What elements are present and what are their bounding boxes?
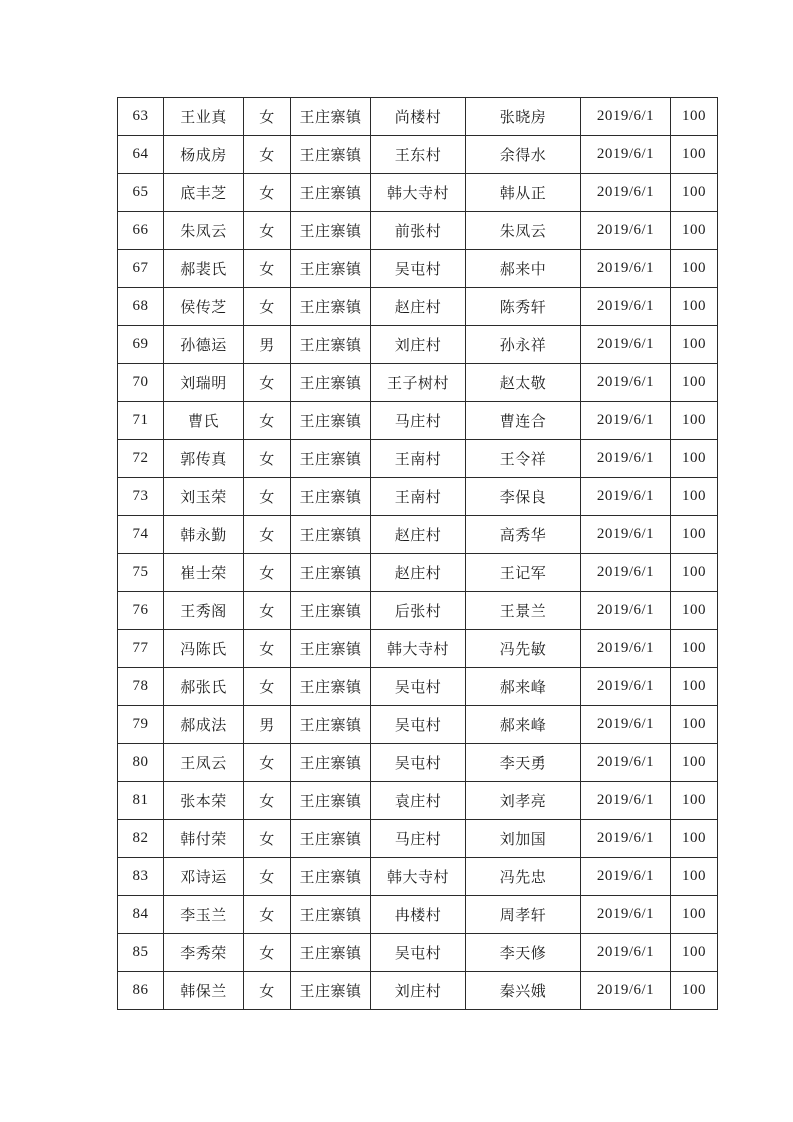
table-row: [118, 516, 718, 554]
table-cell: 女: [244, 516, 291, 554]
table-cell: 100: [671, 402, 718, 440]
table-row: [118, 706, 718, 744]
table-row: [118, 478, 718, 516]
table-cell: 袁庄村: [371, 782, 466, 820]
table-cell: 64: [118, 136, 164, 174]
table-cell: 女: [244, 478, 291, 516]
table-row: [118, 782, 718, 820]
table-cell: 100: [671, 364, 718, 402]
table-row: [118, 592, 718, 630]
table-cell: 74: [118, 516, 164, 554]
table-cell: 崔士荣: [164, 554, 244, 592]
table-row: [118, 326, 718, 364]
table-row: [118, 820, 718, 858]
table-cell: 吴屯村: [371, 668, 466, 706]
table-cell: 王庄寨镇: [291, 212, 371, 250]
table-cell: 王庄寨镇: [291, 440, 371, 478]
table-cell: 韩永勤: [164, 516, 244, 554]
table-cell: 李秀荣: [164, 934, 244, 972]
table-cell: 刘瑞明: [164, 364, 244, 402]
table-cell: 女: [244, 896, 291, 934]
table-cell: 郝裴氏: [164, 250, 244, 288]
table-cell: 王庄寨镇: [291, 630, 371, 668]
table-row: [118, 934, 718, 972]
table-cell: 100: [671, 174, 718, 212]
table-cell: 李玉兰: [164, 896, 244, 934]
table-cell: 女: [244, 440, 291, 478]
table-cell: 王庄寨镇: [291, 592, 371, 630]
table-cell: 韩从正: [466, 174, 581, 212]
table-cell: 女: [244, 668, 291, 706]
table-cell: 2019/6/1: [581, 288, 671, 326]
table-cell: 2019/6/1: [581, 592, 671, 630]
table-cell: 张晓房: [466, 98, 581, 136]
table-cell: 侯传芝: [164, 288, 244, 326]
table-cell: 2019/6/1: [581, 554, 671, 592]
table-cell: 67: [118, 250, 164, 288]
table-cell: 2019/6/1: [581, 706, 671, 744]
table-cell: 刘孝亮: [466, 782, 581, 820]
table-cell: 77: [118, 630, 164, 668]
table-cell: 100: [671, 934, 718, 972]
table-cell: 女: [244, 554, 291, 592]
table-cell: 100: [671, 630, 718, 668]
table-cell: 100: [671, 592, 718, 630]
table-cell: 曹连合: [466, 402, 581, 440]
table-row: [118, 972, 718, 1010]
table-cell: 2019/6/1: [581, 516, 671, 554]
table-cell: 郝来峰: [466, 706, 581, 744]
table-cell: 王庄寨镇: [291, 744, 371, 782]
table-cell: 王令祥: [466, 440, 581, 478]
table-row: [118, 858, 718, 896]
table-cell: 女: [244, 630, 291, 668]
table-cell: 韩大寺村: [371, 630, 466, 668]
table-cell: 100: [671, 288, 718, 326]
table-row: [118, 98, 718, 136]
table-cell: 王景兰: [466, 592, 581, 630]
table-cell: 曹氏: [164, 402, 244, 440]
table-cell: 女: [244, 250, 291, 288]
table-cell: 王庄寨镇: [291, 820, 371, 858]
table-cell: 2019/6/1: [581, 98, 671, 136]
table-cell: 周孝轩: [466, 896, 581, 934]
table-cell: 女: [244, 288, 291, 326]
roster-table-body: [118, 98, 718, 1010]
table-cell: 底丰芝: [164, 174, 244, 212]
table-cell: 100: [671, 972, 718, 1010]
table-row: [118, 554, 718, 592]
table-cell: 王庄寨镇: [291, 288, 371, 326]
table-row: [118, 250, 718, 288]
table-cell: 陈秀轩: [466, 288, 581, 326]
table-cell: 韩保兰: [164, 972, 244, 1010]
table-cell: 65: [118, 174, 164, 212]
table-cell: 100: [671, 858, 718, 896]
table-cell: 100: [671, 440, 718, 478]
table-cell: 2019/6/1: [581, 972, 671, 1010]
table-cell: 郝来峰: [466, 668, 581, 706]
table-cell: 马庄村: [371, 402, 466, 440]
table-cell: 100: [671, 744, 718, 782]
table-cell: 赵庄村: [371, 516, 466, 554]
table-cell: 李保良: [466, 478, 581, 516]
table-cell: 2019/6/1: [581, 326, 671, 364]
table-cell: 86: [118, 972, 164, 1010]
table-cell: 2019/6/1: [581, 440, 671, 478]
table-row: [118, 212, 718, 250]
table-cell: 女: [244, 174, 291, 212]
table-cell: 后张村: [371, 592, 466, 630]
table-cell: 赵庄村: [371, 554, 466, 592]
table-cell: 郝张氏: [164, 668, 244, 706]
table-cell: 68: [118, 288, 164, 326]
table-row: [118, 440, 718, 478]
table-cell: 冯先忠: [466, 858, 581, 896]
table-cell: 2019/6/1: [581, 174, 671, 212]
table-row: [118, 364, 718, 402]
roster-table: [117, 97, 718, 1010]
table-cell: 郝成法: [164, 706, 244, 744]
table-cell: 王庄寨镇: [291, 402, 371, 440]
table-cell: 吴屯村: [371, 934, 466, 972]
table-cell: 冯陈氏: [164, 630, 244, 668]
table-cell: 100: [671, 212, 718, 250]
table-cell: 2019/6/1: [581, 250, 671, 288]
table-cell: 王庄寨镇: [291, 934, 371, 972]
table-cell: 王庄寨镇: [291, 668, 371, 706]
table-cell: 郝来中: [466, 250, 581, 288]
table-cell: 2019/6/1: [581, 364, 671, 402]
table-cell: 王子树村: [371, 364, 466, 402]
table-cell: 女: [244, 98, 291, 136]
table-cell: 李天修: [466, 934, 581, 972]
table-cell: 邓诗运: [164, 858, 244, 896]
table-cell: 孙永祥: [466, 326, 581, 364]
table-cell: 赵太敬: [466, 364, 581, 402]
table-cell: 2019/6/1: [581, 782, 671, 820]
table-cell: 王庄寨镇: [291, 136, 371, 174]
table-cell: 100: [671, 136, 718, 174]
table-cell: 82: [118, 820, 164, 858]
table-cell: 100: [671, 896, 718, 934]
table-cell: 女: [244, 972, 291, 1010]
table-cell: 吴屯村: [371, 744, 466, 782]
table-cell: 100: [671, 820, 718, 858]
table-row: [118, 136, 718, 174]
table-cell: 刘玉荣: [164, 478, 244, 516]
table-cell: 女: [244, 592, 291, 630]
table-cell: 王庄寨镇: [291, 516, 371, 554]
table-cell: 76: [118, 592, 164, 630]
table-cell: 2019/6/1: [581, 858, 671, 896]
table-cell: 2019/6/1: [581, 744, 671, 782]
table-cell: 83: [118, 858, 164, 896]
table-cell: 王庄寨镇: [291, 364, 371, 402]
table-cell: 韩大寺村: [371, 858, 466, 896]
table-row: [118, 744, 718, 782]
table-row: [118, 402, 718, 440]
table-cell: 100: [671, 478, 718, 516]
table-cell: 85: [118, 934, 164, 972]
table-cell: 79: [118, 706, 164, 744]
table-cell: 女: [244, 364, 291, 402]
table-cell: 王庄寨镇: [291, 326, 371, 364]
table-cell: 100: [671, 668, 718, 706]
table-cell: 84: [118, 896, 164, 934]
table-row: [118, 288, 718, 326]
table-cell: 王业真: [164, 98, 244, 136]
table-cell: 73: [118, 478, 164, 516]
table-row: [118, 630, 718, 668]
table-cell: 王东村: [371, 136, 466, 174]
table-cell: 王庄寨镇: [291, 174, 371, 212]
table-cell: 2019/6/1: [581, 136, 671, 174]
table-cell: 71: [118, 402, 164, 440]
table-cell: 王庄寨镇: [291, 554, 371, 592]
table-row: [118, 174, 718, 212]
table-cell: 100: [671, 326, 718, 364]
table-cell: 女: [244, 744, 291, 782]
table-cell: 男: [244, 706, 291, 744]
table-cell: 女: [244, 858, 291, 896]
table-cell: 韩大寺村: [371, 174, 466, 212]
table-cell: 66: [118, 212, 164, 250]
table-cell: 王庄寨镇: [291, 250, 371, 288]
table-cell: 王庄寨镇: [291, 98, 371, 136]
table-cell: 女: [244, 136, 291, 174]
table-cell: 朱凤云: [466, 212, 581, 250]
table-cell: 王庄寨镇: [291, 782, 371, 820]
table-cell: 李天勇: [466, 744, 581, 782]
table-cell: 高秀华: [466, 516, 581, 554]
table-cell: 2019/6/1: [581, 212, 671, 250]
table-cell: 王记军: [466, 554, 581, 592]
table-cell: 孙德运: [164, 326, 244, 364]
table-cell: 女: [244, 402, 291, 440]
table-cell: 81: [118, 782, 164, 820]
table-cell: 吴屯村: [371, 250, 466, 288]
table-cell: 张本荣: [164, 782, 244, 820]
table-cell: 100: [671, 516, 718, 554]
table-cell: 2019/6/1: [581, 896, 671, 934]
table-cell: 秦兴娥: [466, 972, 581, 1010]
table-cell: 王庄寨镇: [291, 858, 371, 896]
table-cell: 赵庄村: [371, 288, 466, 326]
table-cell: 2019/6/1: [581, 934, 671, 972]
table-cell: 69: [118, 326, 164, 364]
table-cell: 72: [118, 440, 164, 478]
table-cell: 78: [118, 668, 164, 706]
table-cell: 2019/6/1: [581, 668, 671, 706]
table-cell: 刘加国: [466, 820, 581, 858]
table-cell: 2019/6/1: [581, 630, 671, 668]
table-cell: 100: [671, 250, 718, 288]
table-cell: 王庄寨镇: [291, 972, 371, 1010]
table-cell: 王庄寨镇: [291, 896, 371, 934]
table-cell: 余得水: [466, 136, 581, 174]
table-cell: 女: [244, 934, 291, 972]
table-cell: 女: [244, 820, 291, 858]
table-cell: 吴屯村: [371, 706, 466, 744]
table-cell: 100: [671, 98, 718, 136]
table-cell: 王庄寨镇: [291, 706, 371, 744]
table-cell: 63: [118, 98, 164, 136]
table-cell: 刘庄村: [371, 972, 466, 1010]
table-cell: 2019/6/1: [581, 478, 671, 516]
table-cell: 100: [671, 706, 718, 744]
table-cell: 冯先敏: [466, 630, 581, 668]
table-cell: 刘庄村: [371, 326, 466, 364]
table-cell: 韩付荣: [164, 820, 244, 858]
table-cell: 王南村: [371, 440, 466, 478]
table-cell: 郭传真: [164, 440, 244, 478]
table-cell: 女: [244, 212, 291, 250]
table-cell: 2019/6/1: [581, 820, 671, 858]
table-cell: 70: [118, 364, 164, 402]
table-cell: 80: [118, 744, 164, 782]
table-cell: 100: [671, 554, 718, 592]
table-cell: 2019/6/1: [581, 402, 671, 440]
table-cell: 75: [118, 554, 164, 592]
table-row: [118, 896, 718, 934]
table-cell: 朱凤云: [164, 212, 244, 250]
table-cell: 王庄寨镇: [291, 478, 371, 516]
table-row: [118, 668, 718, 706]
table-cell: 尚楼村: [371, 98, 466, 136]
table-cell: 男: [244, 326, 291, 364]
table-cell: 马庄村: [371, 820, 466, 858]
table-cell: 100: [671, 782, 718, 820]
table-cell: 冉楼村: [371, 896, 466, 934]
table-cell: 王凤云: [164, 744, 244, 782]
table-cell: 王秀阁: [164, 592, 244, 630]
table-cell: 前张村: [371, 212, 466, 250]
table-cell: 王南村: [371, 478, 466, 516]
table-cell: 杨成房: [164, 136, 244, 174]
table-cell: 女: [244, 782, 291, 820]
